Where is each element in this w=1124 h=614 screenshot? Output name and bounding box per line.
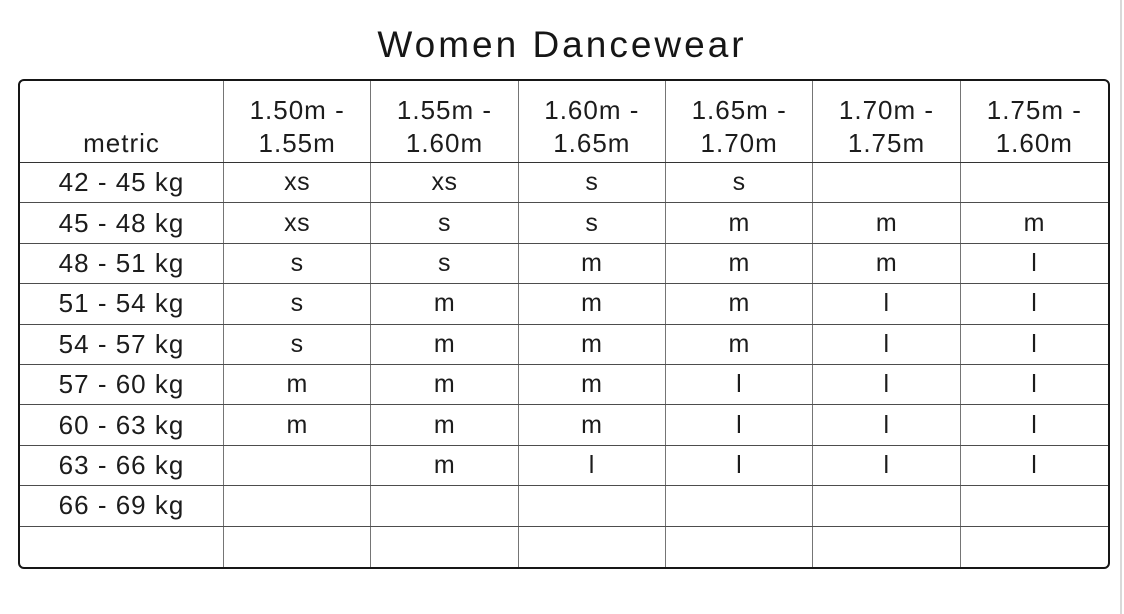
size-cell: [371, 486, 518, 525]
table-header-row: [20, 81, 1108, 163]
weight-range-label: 66 - 69 kg: [20, 486, 224, 525]
column-header-cell: [666, 81, 813, 162]
size-cell: s: [519, 163, 666, 202]
size-cell: m: [813, 203, 960, 242]
page-title: Women Dancewear: [377, 24, 747, 65]
size-cell: [519, 527, 666, 567]
size-cell: xs: [224, 203, 371, 242]
size-cell: m: [371, 284, 518, 323]
size-cell: l: [813, 446, 960, 485]
column-header-cell: [371, 81, 518, 162]
column-header-cell: [224, 81, 371, 162]
size-cell: [666, 486, 813, 525]
size-cell: l: [813, 405, 960, 444]
size-cell: m: [519, 365, 666, 404]
column-header-line1: 1.50m -: [249, 94, 345, 125]
weight-range-label: [20, 527, 224, 567]
size-cell: m: [371, 446, 518, 485]
size-cell: s: [371, 203, 518, 242]
size-cell: [813, 163, 960, 202]
page-edge-line: [1120, 0, 1122, 614]
size-cell: m: [224, 405, 371, 444]
size-cell: m: [371, 365, 518, 404]
weight-range-label: 42 - 45 kg: [20, 163, 224, 202]
size-cell: m: [519, 325, 666, 364]
weight-range-label: 63 - 66 kg: [20, 446, 224, 485]
size-cell: [519, 486, 666, 525]
column-header-line1: 1.75m -: [986, 94, 1082, 125]
table-row: [20, 405, 1108, 445]
size-cell: l: [519, 446, 666, 485]
table-row: [20, 244, 1108, 284]
size-cell: l: [813, 325, 960, 364]
size-cell: [961, 527, 1108, 567]
column-header-line1: 1.70m -: [838, 94, 935, 125]
size-cell: s: [224, 244, 371, 283]
size-cell: [813, 486, 960, 525]
column-header-cell: [519, 81, 666, 162]
table-row: [20, 325, 1108, 365]
size-cell: l: [1031, 370, 1038, 399]
size-cell: [371, 527, 518, 567]
size-cell: m: [371, 405, 518, 444]
size-cell: xs: [224, 163, 371, 202]
size-cell: l: [1031, 410, 1038, 439]
column-header-line2: 1.60m: [405, 127, 484, 158]
column-header-line1: 1.65m -: [691, 94, 787, 125]
size-cell: l: [1031, 248, 1038, 277]
weight-range-label: 51 - 54 kg: [20, 284, 224, 323]
size-cell: l: [1031, 329, 1038, 358]
size-cell: m: [666, 325, 813, 364]
table-row: [20, 203, 1108, 243]
column-header-line2: 1.65m: [553, 127, 631, 158]
size-cell: m: [666, 284, 813, 323]
size-cell: l: [1031, 289, 1038, 318]
weight-range-label: 45 - 48 kg: [20, 203, 224, 242]
size-cell: m: [813, 244, 960, 283]
size-cell: m: [519, 244, 666, 283]
size-cell: l: [1031, 450, 1038, 479]
size-cell: m: [519, 284, 666, 323]
size-cell: s: [224, 325, 371, 364]
size-cell: m: [666, 203, 813, 242]
size-cell: m: [519, 405, 666, 444]
column-header-line2: 1.70m: [700, 127, 778, 158]
size-chart-table: [18, 79, 1110, 569]
size-cell: s: [224, 284, 371, 323]
column-header-cell: [813, 81, 960, 162]
metric-label: metric: [83, 128, 160, 158]
size-cell: m: [1023, 208, 1045, 237]
column-header-line2: 1.55m: [258, 127, 336, 158]
size-cell: [961, 163, 1108, 202]
size-cell: s: [371, 244, 518, 283]
column-header-line2: 1.75m: [847, 127, 926, 158]
table-row: [20, 365, 1108, 405]
column-header-line2: 1.60m: [995, 127, 1073, 158]
size-cell: m: [666, 244, 813, 283]
metric-header-cell: [20, 81, 224, 162]
size-cell: [224, 446, 371, 485]
weight-range-label: 54 - 57 kg: [20, 325, 224, 364]
table-row: [20, 446, 1108, 486]
table-row: [20, 527, 1108, 567]
size-cell: xs: [371, 163, 518, 202]
table-row: [20, 284, 1108, 324]
size-cell: [224, 527, 371, 567]
size-cell: s: [666, 163, 813, 202]
table-row: [20, 486, 1108, 526]
size-cell: s: [519, 203, 666, 242]
size-cell: [813, 527, 960, 567]
weight-range-label: 57 - 60 kg: [20, 365, 224, 404]
weight-range-label: 60 - 63 kg: [20, 405, 224, 444]
size-cell: l: [813, 284, 960, 323]
size-cell: [224, 486, 371, 525]
size-cell: [961, 486, 1108, 525]
size-cell: m: [224, 365, 371, 404]
size-cell: l: [666, 405, 813, 444]
table-row: [20, 163, 1108, 203]
size-cell: [666, 527, 813, 567]
column-header-cell: [961, 81, 1108, 162]
size-cell: l: [666, 446, 813, 485]
weight-range-label: 48 - 51 kg: [20, 244, 224, 283]
column-header-line1: 1.60m -: [544, 94, 640, 125]
size-cell: l: [813, 365, 960, 404]
column-header-line1: 1.55m -: [396, 94, 493, 125]
size-cell: l: [666, 365, 813, 404]
size-cell: m: [371, 325, 518, 364]
